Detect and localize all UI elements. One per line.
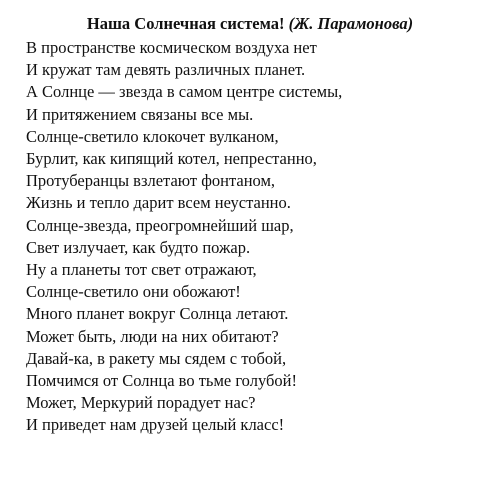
poem-line: Жизнь и тепло дарит всем неустанно. xyxy=(26,193,291,213)
poem-line: Помчимся от Солнца во тьме голубой! xyxy=(26,371,297,391)
poem-author: (Ж. Парамонова) xyxy=(288,14,414,33)
poem-body xyxy=(26,37,486,437)
poem-title xyxy=(0,14,500,34)
poem-line: Протуберанцы взлетают фонтаном, xyxy=(26,171,276,191)
poem-line: И кружат там девять различных планет. xyxy=(26,60,306,80)
poem-line: Может, Меркурий порадует нас? xyxy=(26,393,256,413)
poem-line: Много планет вокруг Солнца летают. xyxy=(26,304,289,324)
poem-line: Бурлит, как кипящий котел, непрестанно, xyxy=(26,149,317,169)
poem-line: В пространстве космическом воздуха нет xyxy=(26,38,317,57)
poem-line: Ну а планеты тот свет отражают, xyxy=(26,260,257,280)
poem-title-text: Наша Солнечная система! xyxy=(86,14,285,33)
poem-line: И притяжением связаны все мы. xyxy=(26,104,254,124)
poem-line: Давай-ка, в ракету мы сядем с тобой, xyxy=(26,348,287,368)
poem-line: Солнце-светило они обожают! xyxy=(26,282,241,302)
poem-line: Может быть, люди на них обитают? xyxy=(26,326,279,346)
poem-line: Солнце-звезда, преогромнейший шар, xyxy=(26,215,294,235)
poem-line: И приведет нам друзей целый класс! xyxy=(26,415,285,435)
poem-line: Свет излучает, как будто пожар. xyxy=(26,237,251,257)
poem-line: Солнце-светило клокочет вулканом, xyxy=(26,126,279,146)
poem-line: А Солнце — звезда в самом центре системы, xyxy=(26,82,343,102)
